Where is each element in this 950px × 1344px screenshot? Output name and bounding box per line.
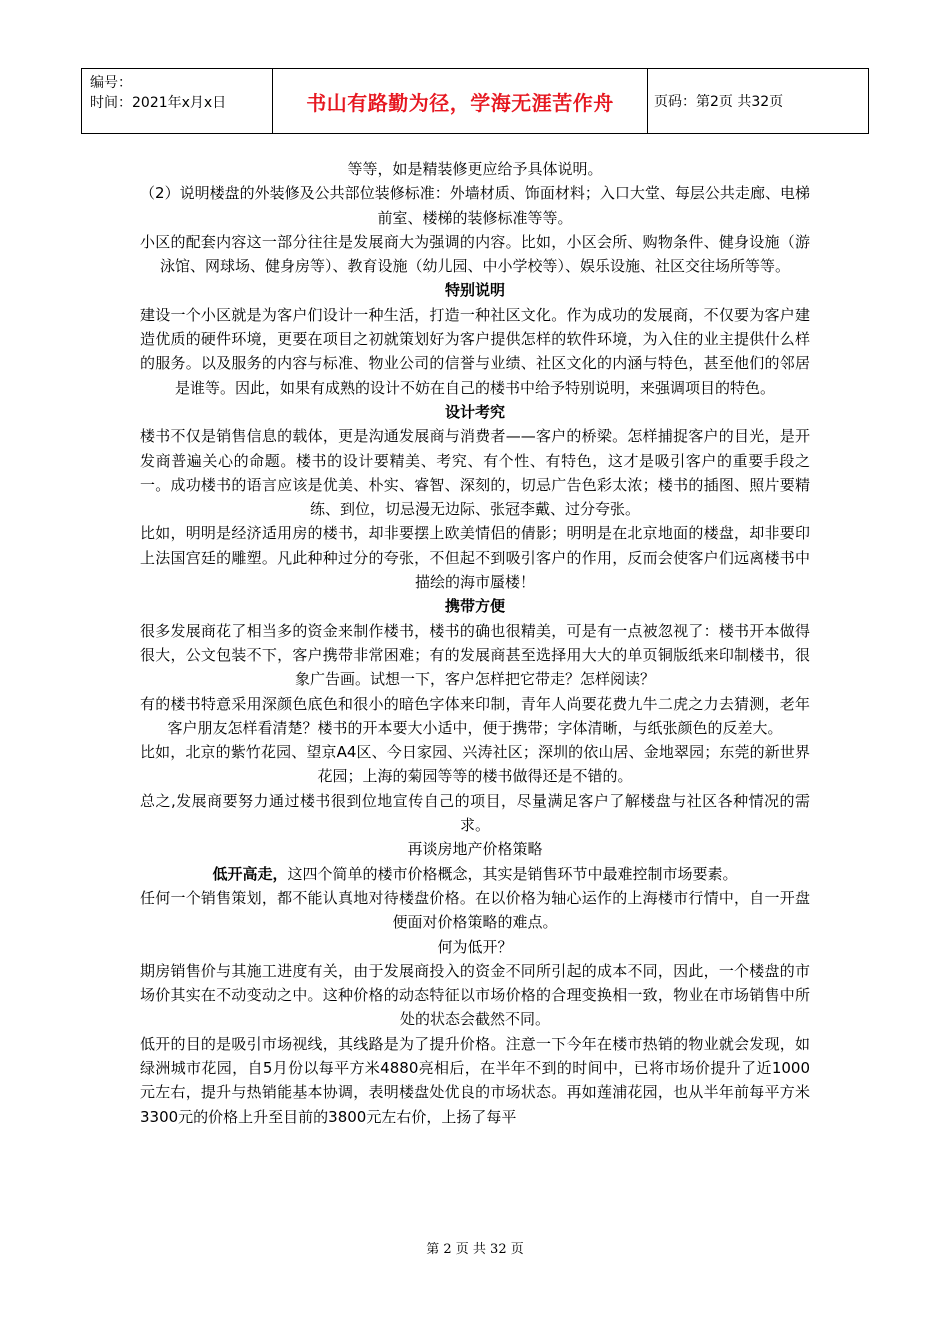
document-date-label: 时间：2021年x月x日 bbox=[90, 95, 227, 111]
body-paragraph: 建设一个小区就是为客户们设计一种生活，打造一种社区文化。作为成功的发展商，不仅要为客户建造优质的硬件环境，更要在项目之初就策划好为客户提供怎样的软件环境，为入住的业主提供什么样的服务。以及服务的内容与标准、物业公司的信誉与业绩、社区文化的内涵与特色，甚至他们的邻居是谁等。因此，如果有成熟的设计不妨在自己的楼书中给予特别说明，来强调项目的特色。 bbox=[140, 305, 810, 397]
body-paragraph: 任何一个销售策划，都不能认真地对待楼盘价格。在以价格为轴心运作的上海楼市行情中，自一开盘便面对价格策略的难点。 bbox=[140, 888, 810, 932]
body-paragraph: 很多发展商花了相当多的资金来制作楼书，楼书的确也很精美，可是有一点被忽视了：楼书开本做得很大，公文包装不下，客户携带非常困难；有的发展商甚至选择用大大的单页铜版纸来印制楼书，很象广告画。试想一下，客户怎样把它带走？怎样阅读？ bbox=[140, 621, 810, 689]
body-paragraph: 比如，明明是经济适用房的楼书，却非要摆上欧美情侣的倩影；明明是在北京地面的楼盘，却非要印上法国宫廷的雕塑。凡此种种过分的夸张，不但起不到吸引客户的作用，反而会使客户们远离楼书中描绘的海市蜃楼！ bbox=[140, 524, 810, 592]
body-paragraph: 楼书不仅是销售信息的载体，更是沟通发展商与消费者——客户的桥梁。怎样捕捉客户的目光，是开发商普遍关心的命题。楼书的设计要精美、考究、有个性、有特色，这才是吸引客户的重要手段之一。成功楼书的语言应该是优美、朴实、睿智、深刻的，切忌广告色彩太浓；楼书的插图、照片要精练、到位，切忌漫无边际、张冠李戴、过分夸张。 bbox=[140, 427, 810, 519]
header-motto: 书山有路勤为径，学海无涯苦作舟 bbox=[273, 69, 648, 133]
body-paragraph: 期房销售价与其施工进度有关，由于发展商投入的资金不同所引起的成本不同，因此，一个楼盘的市场价其实在不动变动之中。这种价格的动态特征以市场价格的合理变换相一致，物业在市场销售中所处的状态会截然不同。 bbox=[140, 961, 810, 1029]
lead-text: 这四个简单的楼市价格概念，其实是销售环节中最难控制市场要素。 bbox=[287, 864, 738, 883]
body-paragraph: 低开的目的是吸引市场视线，其线路是为了提升价格。注意一下今年在楼市热销的物业就会发现，如绿洲城市花园，自5月份以每平方米4880亮相后，在半年不到的时间中，已将市场价提升了近1000元左右，提升与热销能基本协调，表明楼盘处优良的市场状态。再如莲浦花园，也从半年前每平方米3300元的价格上升至目前的3800元左右价，上扬了每平 bbox=[140, 1034, 810, 1126]
body-paragraph: 总之,发展商要努力通过楼书很到位地宣传自己的项目，尽量满足客户了解楼盘与社区各种情况的需求。 bbox=[140, 791, 810, 835]
section-heading: 携带方便 bbox=[444, 597, 505, 616]
lead-paragraph bbox=[140, 862, 810, 886]
centered-line: 何为低开？ bbox=[437, 937, 513, 956]
body-paragraph: （2）说明楼盘的外装修及公共部位装修标准：外墙材质、饰面材料；入口大堂、每层公共走廊、电梯前室、楼梯的装修标准等等。 bbox=[140, 184, 810, 227]
document-body bbox=[140, 157, 810, 1129]
header-page-label: 页码：第2页 共32页 bbox=[654, 94, 784, 110]
header-meta bbox=[82, 69, 273, 133]
body-paragraph: 有的楼书特意采用深颜色底色和很小的暗色字体来印制，青年人尚要花费九牛二虎之力去猜测，老年客户朋友怎样看清楚？楼书的开本要大小适中，便于携带；字体清晰，与纸张颜色的反差大。 bbox=[140, 694, 810, 737]
centered-line: 等等，如是精装修更应给予具体说明。 bbox=[347, 160, 603, 178]
body-paragraph: 小区的配套内容这一部分往往是发展商大为强调的内容。比如，小区会所、购物条件、健身设施（游泳馆、网球场、健身房等）、教育设施（幼儿园、中小学校等）、娱乐设施、社区交往场所等等。 bbox=[140, 232, 810, 276]
lead-bold-phrase: 低开高走， bbox=[212, 864, 288, 883]
page-header bbox=[81, 68, 869, 134]
page-footer: 第 2 页 共 32 页 bbox=[426, 1242, 524, 1257]
body-paragraph: 比如，北京的紫竹花园、望京A4区、今日家园、兴涛社区；深圳的依山居、金地翠园；东莞的新世界花园；上海的菊园等等的楼书做得还是不错的。 bbox=[140, 743, 810, 786]
document-number-label: 编号： bbox=[90, 75, 132, 91]
centered-line: 再谈房地产价格策略 bbox=[407, 840, 543, 859]
section-heading: 设计考究 bbox=[444, 402, 505, 421]
section-heading: 特别说明 bbox=[444, 281, 505, 300]
